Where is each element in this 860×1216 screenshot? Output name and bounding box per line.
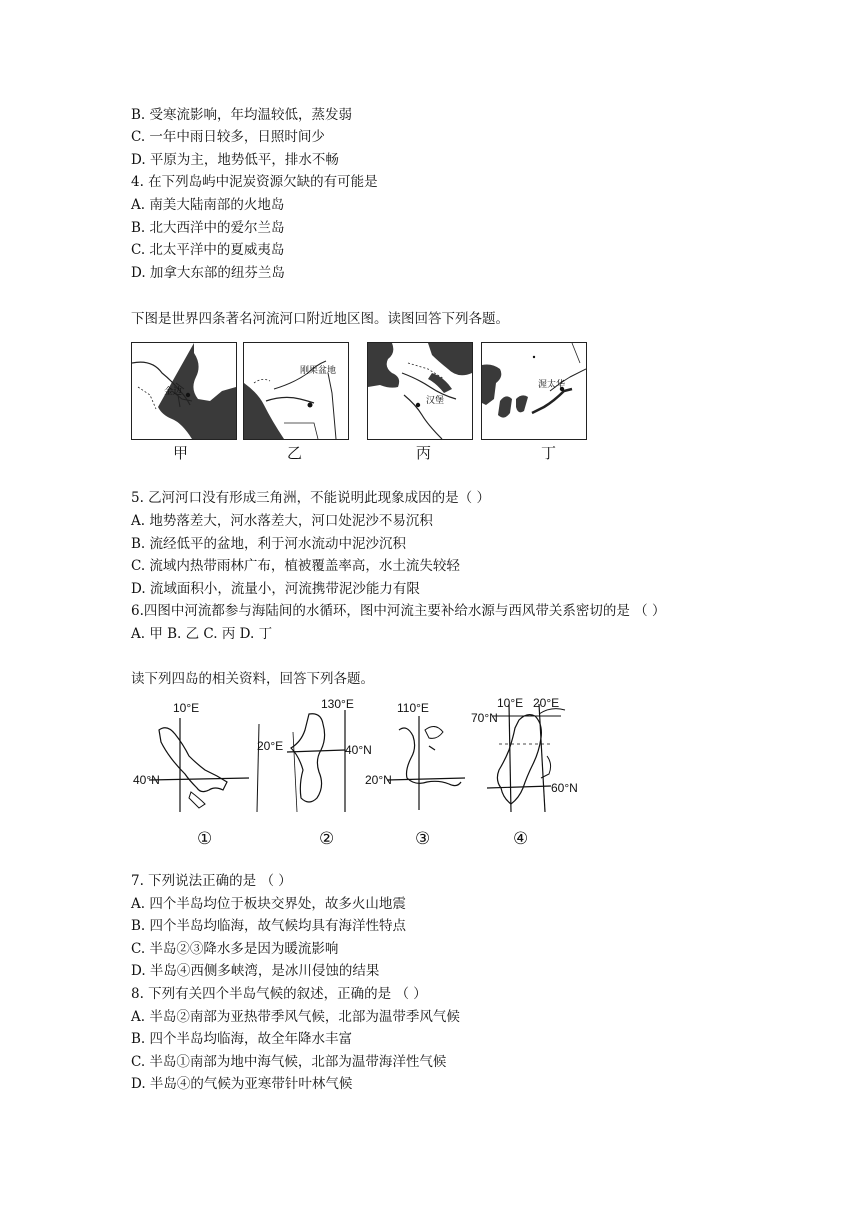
q5-option-a: A. 地势落差大，河水落差大，河口处泥沙不易沉积 [131, 513, 433, 529]
peninsula-1-lon: 10°E [173, 701, 200, 715]
peninsula-3-map [365, 701, 465, 848]
q5-option-d: D. 流域面积小，流量小，河流携带泥沙能力有限 [131, 581, 420, 597]
peninsula-2-map [257, 697, 372, 848]
peninsula-4-map [471, 696, 578, 848]
peninsula-4-lon2: 20°E [533, 696, 560, 710]
peninsula-3-lon: 110°E [397, 701, 429, 715]
map-bing-label: 丙 [416, 444, 432, 462]
q5-stem: 5. 乙河河口没有形成三角洲，不能说明此现象成因的是（ ） [131, 490, 490, 506]
map-ding-label: 丁 [541, 444, 557, 462]
q8-option-a: A. 半岛②南部为亚热带季风气候，北部为温带季风气候 [131, 1009, 460, 1025]
peninsula-maps-figure [131, 694, 591, 854]
peninsula-4-lat: 70°N [471, 711, 498, 725]
q6-stem: 6.四图中河流都参与海陆间的水循环，图中河流主要补给水源与西风带关系密切的是 （ ） [131, 603, 666, 619]
islands-intro: 读下列四岛的相关资料，回答下列各题。 [131, 671, 374, 687]
q4-option-b: B. 北大西洋中的爱尔兰岛 [131, 220, 285, 236]
q8-option-b: B. 四个半岛均临海，故全年降水丰富 [131, 1031, 353, 1047]
peninsula-1-lat: 40°N [133, 773, 160, 787]
map-yi-place: 刚果盆地 [300, 365, 337, 375]
peninsula-3-num: ③ [415, 829, 431, 848]
peninsula-2-lon: 130°E [321, 697, 354, 711]
q3-option-b: B. 受寒流影响，年均温较低，蒸发弱 [131, 107, 353, 123]
map-ding-place: 渥太华 [538, 379, 566, 389]
q8-option-d: D. 半岛④的气候为亚寒带针叶林气候 [131, 1076, 353, 1092]
peninsula-4-lon: 10°E [497, 696, 524, 710]
q4-option-d: D. 加拿大东部的纽芬兰岛 [131, 265, 285, 281]
peninsula-2-lon2: 20°E [257, 739, 284, 753]
map-yi [243, 342, 349, 440]
peninsula-2-lat: 40°N [345, 743, 372, 757]
map-bing-place: 汉堡 [426, 395, 445, 405]
peninsula-1-map [133, 701, 259, 848]
q4-stem: 4. 在下列岛屿中泥炭资源欠缺的有可能是 [131, 174, 378, 190]
peninsula-1-num: ① [197, 829, 213, 848]
peninsula-4-num: ④ [513, 829, 529, 848]
q3-option-d: D. 平原为主，地势低平，排水不畅 [131, 152, 339, 168]
q4-option-c: C. 北太平洋中的夏威夷岛 [131, 242, 285, 258]
q7-option-a: A. 四个半岛均位于板块交界处，故多火山地震 [131, 896, 406, 912]
peninsula-4-lat2: 60°N [551, 781, 578, 795]
river-intro: 下图是世界四条著名河流河口附近地区图。读图回答下列各题。 [131, 311, 509, 327]
q7-option-b: B. 四个半岛均临海，故气候均具有海洋性特点 [131, 918, 407, 934]
map-yi-label: 乙 [287, 444, 303, 462]
q7-option-d: D. 半岛④西侧多峡湾，是冰川侵蚀的结果 [131, 963, 380, 979]
q7-stem: 7. 下列说法正确的是 （ ） [131, 873, 292, 889]
peninsula-3-lat: 20°N [365, 773, 392, 787]
q7-option-c: C. 半岛②③降水多是因为暖流影响 [131, 941, 339, 957]
q4-option-a: A. 南美大陆南部的火地岛 [131, 197, 285, 213]
peninsula-2-num: ② [319, 829, 335, 848]
map-jia-place: 金边 [164, 386, 183, 396]
q3-option-c: C. 一年中雨日较多，日照时间少 [131, 129, 325, 145]
map-ding [481, 342, 587, 440]
map-bing [367, 342, 473, 440]
q8-stem: 8. 下列有关四个半岛气候的叙述，正确的是 （ ） [131, 986, 427, 1002]
q6-options: A. 甲 B. 乙 C. 丙 D. 丁 [131, 626, 273, 642]
q5-option-c: C. 流域内热带雨林广布，植被覆盖率高，水土流失较轻 [131, 558, 460, 574]
map-jia-label: 甲 [173, 444, 189, 462]
q5-option-b: B. 流经低平的盆地，利于河水流动中泥沙沉积 [131, 536, 407, 552]
q8-option-c: C. 半岛①南部为地中海气候，北部为温带海洋性气候 [131, 1054, 447, 1070]
map-jia [131, 342, 237, 440]
